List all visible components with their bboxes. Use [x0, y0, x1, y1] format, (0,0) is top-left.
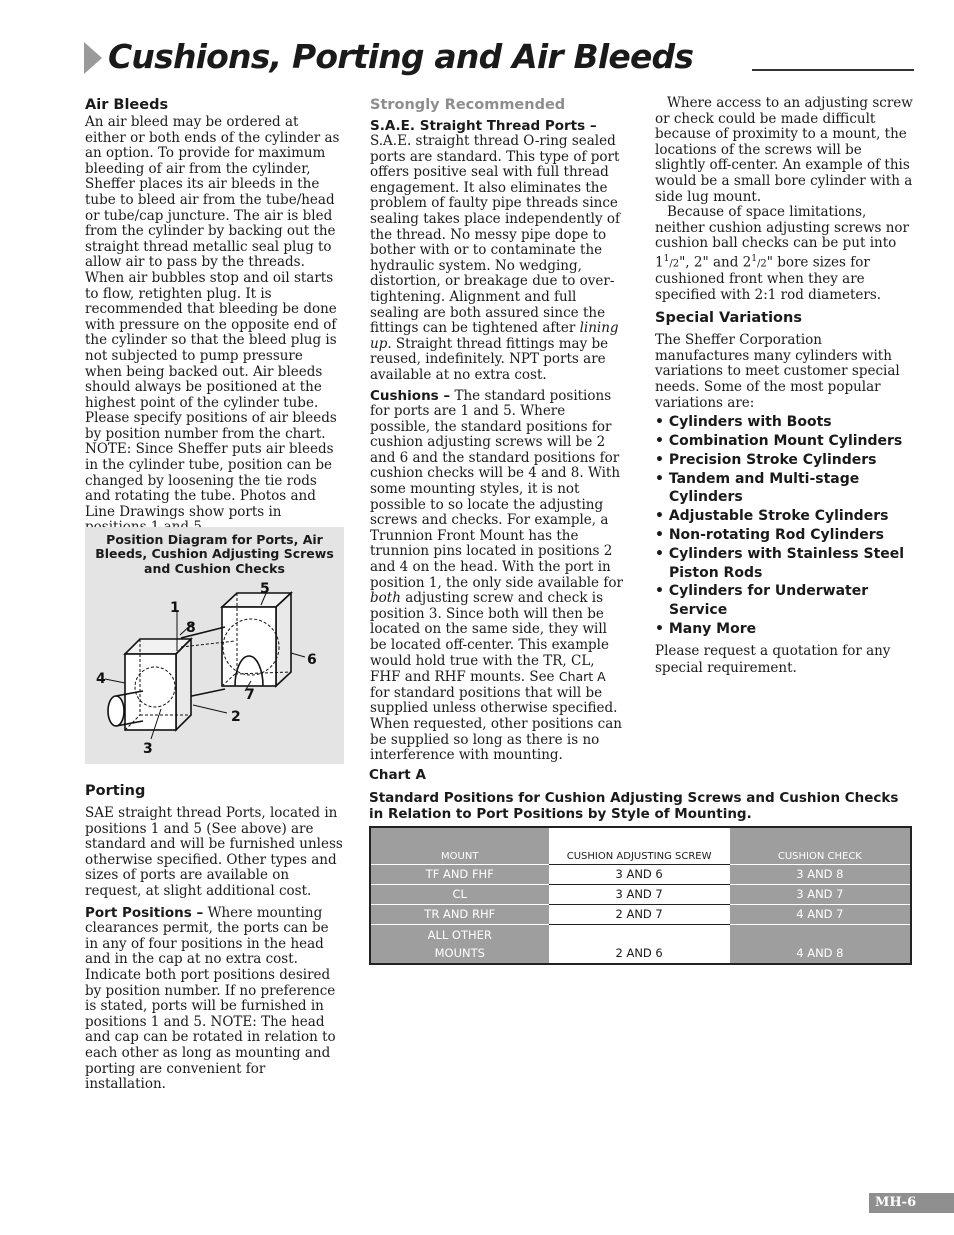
page-header [84, 36, 914, 80]
strongly-recommended-heading: Strongly Recommended [370, 97, 566, 113]
sae-text [370, 134, 627, 384]
diagram-label-8: 8 [186, 620, 196, 636]
chart-a-reference: Chart A [558, 669, 606, 685]
list-item: • Cylinders with Boots [655, 414, 832, 431]
special-variations-heading: Special Variations [655, 310, 802, 327]
list-item: • Many More [655, 620, 757, 637]
access-text-c: " bore sizes for cushioned front when they are specified with 2:1 rod diameters. [655, 254, 882, 303]
mount-line-1: ALL OTHER [427, 927, 492, 942]
port-positions-text: Where mounting clearances permit, the ports can be in any of four positions in the head and in the cap at no extra cost. Indicate both port positions desired by position number. If no preference is stated, ports will be furnished in positions 1 and 5. NOTE: The head and cap can be rotated in relation to each other as long as mounting and porting are convenient for installation. [85, 904, 336, 1093]
list-item: • Cylinders for Underwater Service [655, 583, 869, 619]
title-arrow-icon [84, 42, 102, 74]
special-variations-intro: The Sheffer Corporation manufactures many cylinders with variations to meet customer special needs. Some of the most popular variations are: [655, 332, 900, 411]
access-paragraph-2 [655, 205, 913, 303]
table-cell: 4 AND 7 [730, 904, 911, 924]
mount-line-2: MOUNTS [434, 945, 485, 960]
sae-text-main: S.A.E. straight thread O-ring sealed ports are standard. This type of port offers positive seal with full thread engagement. It also eliminates the problem of faulty pipe threads since sealing takes place independently of the thread. No messy pipe dope to bother with or to contaminate the hydraulic system. No wedging, distortion, or breakage due to over-tightening. Alignment and full sealing are both assured since the fittings can be tightened after [370, 133, 621, 337]
table-row [370, 864, 911, 884]
special-variations-closing: Please request a quotation for any special requirement. [655, 642, 891, 677]
table-cell: 2 AND 6 [549, 924, 730, 964]
access-paragraph-1: Where access to an adjusting screw or check could be made difficult because of proximity to a mount, the locations of the screws will be slightly off-center. An example of this would be a small bore cylinder with a side lug mount. [655, 95, 913, 205]
list-item: • Tandem and Multi-stage Cylinders [655, 470, 860, 506]
diagram-label-5: 5 [260, 581, 270, 597]
cushions-text-3: for standard positions that will be supplied unless otherwise specified. When requested, other positions can be supplied so long as there is no interference with mounting. [370, 684, 622, 764]
access-text-b: ", 2" and 2 [679, 254, 752, 271]
page-title: Cushions, Porting and Air Bleeds [108, 37, 694, 76]
access-section [655, 96, 913, 678]
table-cell: 3 AND 7 [549, 884, 730, 904]
fraction-1-den: /2 [669, 258, 680, 270]
table-cell: TR AND RHF [370, 904, 549, 924]
table-cell: 3 AND 6 [549, 864, 730, 884]
special-variations-list [655, 413, 913, 639]
fraction-2-num: 1 [751, 253, 757, 264]
table-cell: TF AND FHF [370, 864, 549, 884]
table-cell: CL [370, 884, 549, 904]
cushions-paragraph [370, 389, 627, 764]
table-cell: 3 AND 8 [730, 864, 911, 884]
access-text-a: Because of space limitations, neither cushion adjusting screws nor cushion ball checks can be put into 1 [655, 204, 910, 271]
air-bleeds-section [85, 96, 343, 536]
diagram-label-4: 4 [96, 671, 106, 687]
sae-heading: S.A.E. Straight Thread Ports – [370, 118, 597, 134]
position-diagram [85, 527, 344, 764]
port-positions-paragraph [85, 906, 343, 1093]
table-cell [370, 924, 549, 964]
chart-a-title: Standard Positions for Cushion Adjusting Screws and Cushion Checks in Relation to Port Positions by Style of Mounting. [369, 790, 899, 822]
table-cell: 3 AND 7 [730, 884, 911, 904]
porting-section [85, 782, 343, 1093]
diagram-label-2: 2 [231, 709, 241, 725]
list-item: • Precision Stroke Cylinders [655, 451, 877, 468]
table-row [370, 884, 911, 904]
fraction-1-num: 1 [663, 253, 670, 264]
sae-section [370, 96, 627, 764]
column-header-mount: MOUNT [370, 827, 549, 864]
list-item: • Non-rotating Rod Cylinders [655, 526, 884, 543]
sae-text-italic: lining up [370, 320, 619, 352]
cushions-text-2: adjusting screw and check is position 3. Since both will then be located on the same side, they will be located off-center. This example would hold true with the TR, CL, FHF and RHF mounts. See [370, 590, 609, 686]
diagram-label-3: 3 [143, 741, 153, 757]
list-item: • Cylinders with Stainless Steel Piston Rods [655, 545, 905, 581]
table-row [370, 924, 911, 964]
fraction-2-den: /2 [756, 258, 767, 270]
diagram-label-1: 1 [170, 600, 180, 616]
table-cell: 2 AND 7 [549, 904, 730, 924]
cushions-italic: both [370, 590, 401, 607]
list-item: • Adjustable Stroke Cylinders [655, 508, 889, 525]
porting-heading: Porting [85, 783, 146, 799]
port-positions-label: Port Positions – [85, 904, 204, 921]
table-row [370, 904, 911, 924]
sae-text-end: . Straight thread fittings may be reused, indefinitely. NPT ports are available at no extra cost. [370, 335, 609, 383]
cylinder-diagram-icon [85, 527, 344, 764]
air-bleeds-text: An air bleed may be ordered at either or both ends of the cylinder as an option. To provide for maximum bleeding of air from the cylinder, Sheffer places its air bleeds in the tube to bleed air from the tube/head or tube/cap juncture. The air is bled from the cylinder by backing out the straight thread metallic seal plug to allow air to pass by the threads. When air bubbles stop and oil starts to flow, retighten plug. It is recommended that bleeding be done with pressure on the opposite end of the cylinder so that the bleed plug is not subjected to pump pressure when being backed out. Air bleeds should always be positioned at the highest point of the cylinder tube. Please specify positions of air bleeds by position number from the chart. NOTE: Since Sheffer puts air bleeds in the cylinder tube, position can be changed by loosening the tie rods and rotating the tube. Photos and Line Drawings show ports in [85, 114, 340, 520]
page-number: MH-6 [869, 1193, 954, 1213]
diagram-caption: Position Diagram for Ports, Air Bleeds, Cushion Adjusting Screws and Cushion Checks [95, 532, 334, 576]
column-header-check: CUSHION CHECK [730, 827, 911, 864]
chart-a-header [369, 767, 912, 822]
chart-a-table [369, 826, 912, 965]
table-cell: 4 AND 8 [730, 924, 911, 964]
diagram-label-6: 6 [307, 652, 317, 668]
cushions-text-1: The standard positions for ports are 1 and 5. Where possible, the standard positions for cushion adjusting screws will be 2 and 6 and the standard positions for cushion checks will be 4 and 8. With some mounting styles, it is not possible to so locate the adjusting screws and checks. For example, a Trunnion Front Mount has the trunnion pins located in positions 2 and 4 on the head. With the port in position 1, the only side available for [370, 387, 623, 591]
air-bleeds-heading: Air Bleeds [85, 97, 169, 113]
diagram-label-7: 7 [245, 687, 255, 703]
porting-text: SAE straight thread Ports, located in positions 1 and 5 (See above) are standard and will be furnished unless otherwise specified. Other types and sizes of ports are available on request, at slight additional cost. [85, 805, 343, 899]
chart-a-label: Chart A [369, 767, 426, 783]
title-rule [752, 69, 914, 71]
list-item: • Combination Mount Cylinders [655, 432, 903, 449]
cushions-label: Cushions – [370, 387, 451, 404]
column-header-screw: CUSHION ADJUSTING SCREW [549, 827, 730, 864]
